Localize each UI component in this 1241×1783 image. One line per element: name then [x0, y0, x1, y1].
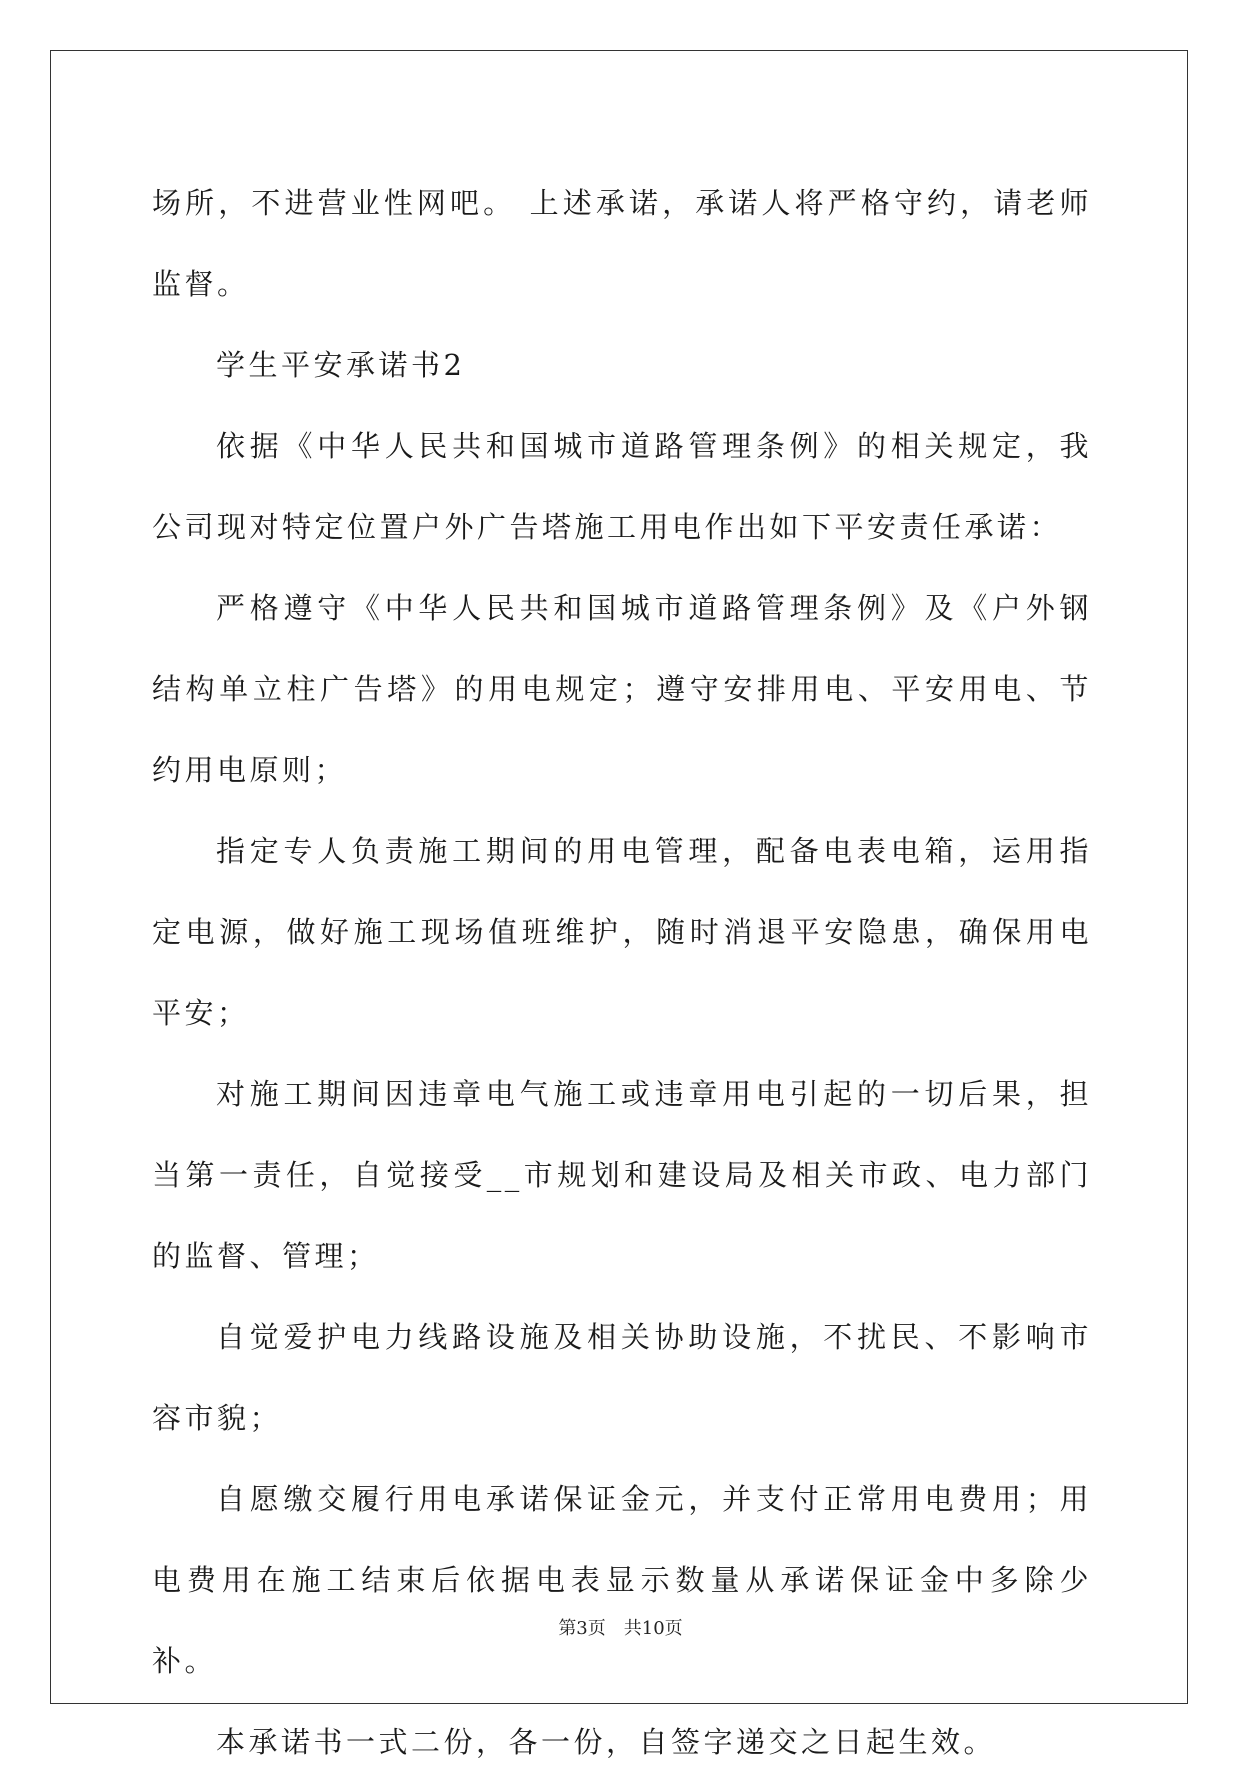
paragraph-2: 依据《中华人民共和国城市道路管理条例》的相关规定，我公司现对特定位置户外广告塔施工用电作出如下平安责任承诺：	[152, 429, 1092, 544]
paragraph-7: 自愿缴交履行用电承诺保证金元，并支付正常用电费用；用电费用在施工结束后依据电表显示数量从承诺保证金中多除少补。	[152, 1482, 1092, 1678]
paragraph-6: 自觉爱护电力线路设施及相关协助设施，不扰民、不影响市容市貌；	[152, 1320, 1092, 1435]
paragraph-1: 场所，不进营业性网吧。 上述承诺，承诺人将严格守约，请老师监督。	[152, 186, 1092, 301]
page-number-footer: 第3页 共10页	[558, 1618, 683, 1639]
paragraph-5: 对施工期间因违章电气施工或违章用电引起的一切后果，担当第一责任，自觉接受__市规划和建设局及相关市政、电力部门的监督、管理；	[152, 1077, 1092, 1273]
document-body	[152, 163, 1092, 1783]
section-title: 学生平安承诺书2	[216, 348, 466, 382]
paragraph-4: 指定专人负责施工期间的用电管理，配备电表电箱，运用指定电源，做好施工现场值班维护，随时消退平安隐患，确保用电平安；	[152, 834, 1092, 1030]
paragraph-3: 严格遵守《中华人民共和国城市道路管理条例》及《户外钢结构单立柱广告塔》的用电规定；遵守安排用电、平安用电、节约用电原则；	[152, 591, 1092, 787]
paragraph-8: 本承诺书一式二份，各一份，自签字递交之日起生效。	[216, 1725, 997, 1759]
